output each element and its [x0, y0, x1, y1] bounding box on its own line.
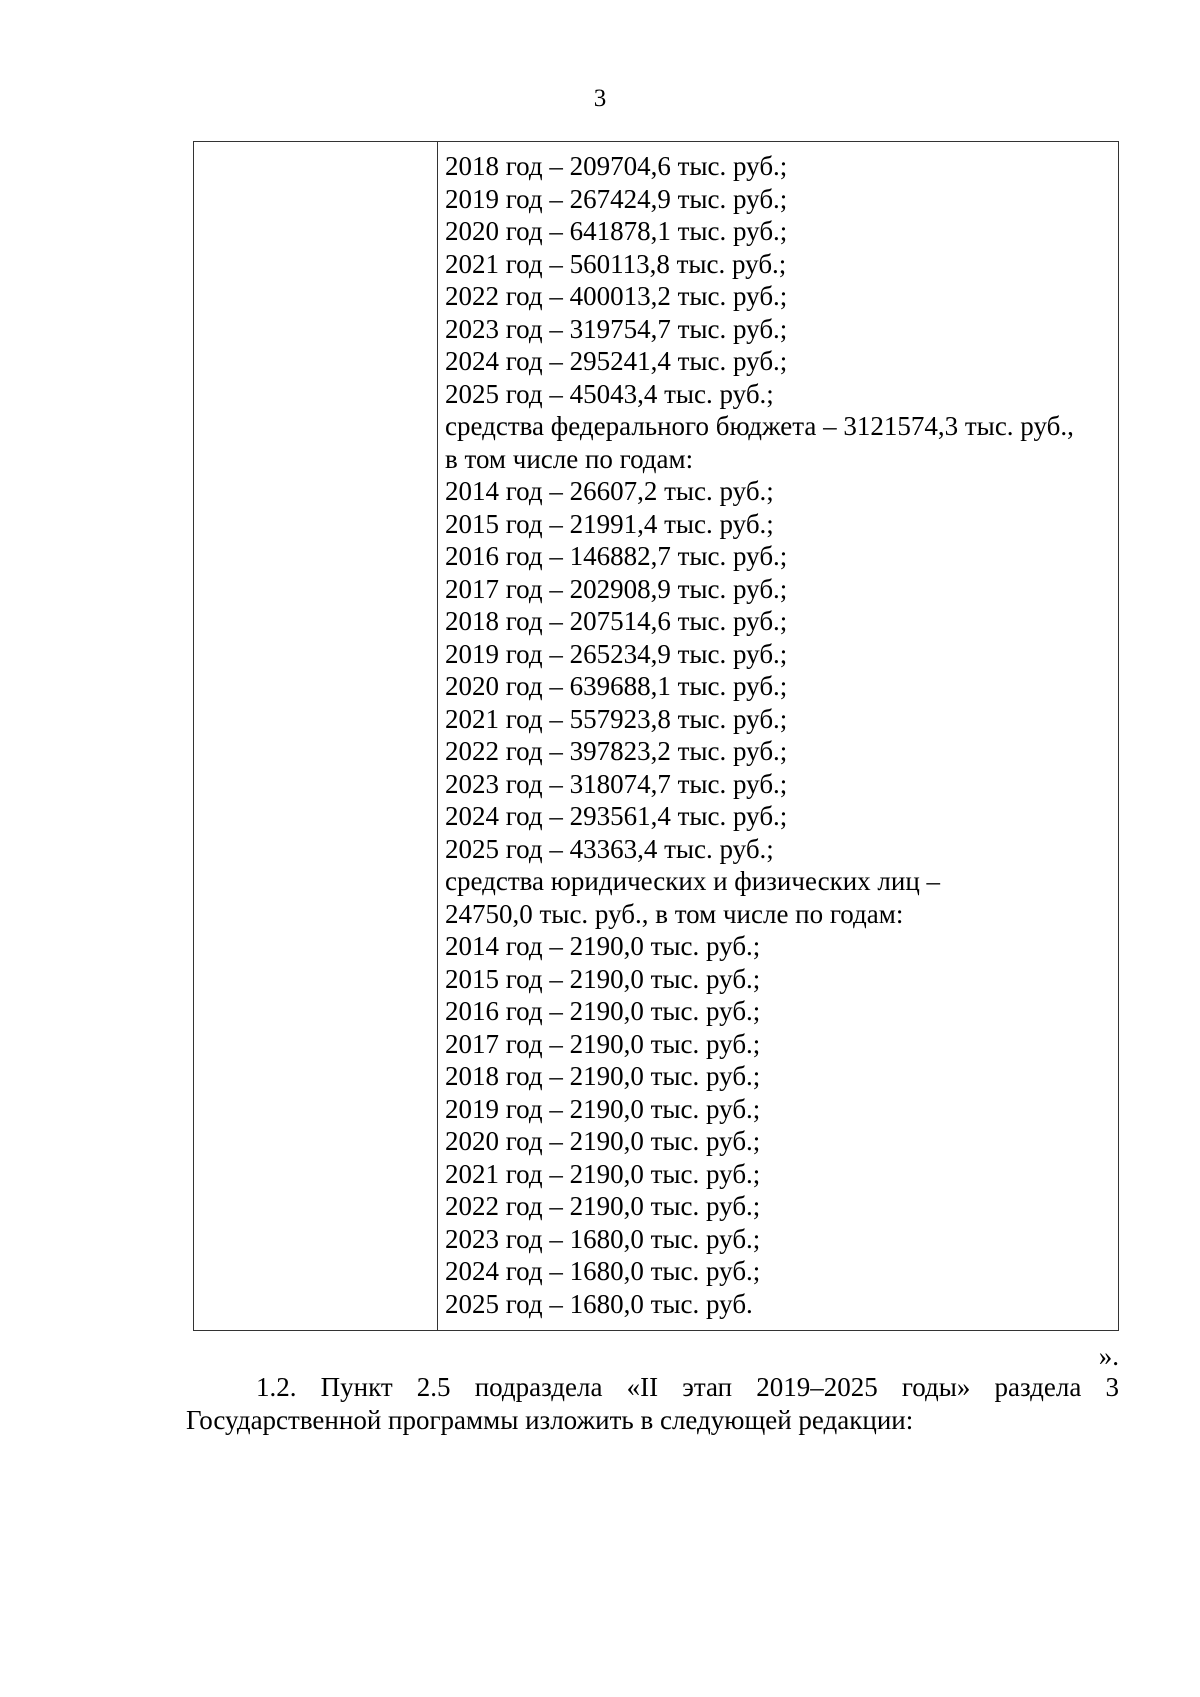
- financing-line: 2015 год – 2190,0 тыс. руб.;: [445, 963, 761, 994]
- financing-line: 2016 год – 2190,0 тыс. руб.;: [445, 996, 761, 1026]
- financing-line: 2017 год – 2190,0 тыс. руб.;: [445, 1028, 761, 1059]
- financing-line: 2017 год – 202908,9 тыс. руб.;: [445, 573, 788, 604]
- federal-budget-by-years-label: в том числе по годам:: [445, 443, 694, 474]
- legal-entities-total-value: 24750,0 тыс. руб., в том числе по годам:: [445, 898, 904, 929]
- paragraph-line-2: Государственной программы изложить в следующей редакции:: [186, 1405, 914, 1435]
- financing-line: 2022 год – 400013,2 тыс. руб.;: [445, 281, 788, 311]
- financing-line: 2019 год – 2190,0 тыс. руб.;: [445, 1093, 761, 1124]
- financing-line: 2015 год – 21991,4 тыс. руб.;: [445, 508, 774, 539]
- federal-budget-total: средства федерального бюджета – 3121574,3 тыс. руб.,: [445, 411, 1074, 441]
- financing-line: 2021 год – 557923,8 тыс. руб.;: [445, 703, 788, 734]
- financing-line: 2018 год – 207514,6 тыс. руб.;: [445, 606, 788, 636]
- page-number: 3: [593, 85, 607, 112]
- financing-line: 2021 год – 560113,8 тыс. руб.;: [445, 248, 787, 279]
- financing-line: 2020 год – 639688,1 тыс. руб.;: [445, 671, 788, 701]
- financing-line: 2024 год – 1680,0 тыс. руб.;: [445, 1256, 761, 1286]
- financing-line: 2023 год – 318074,7 тыс. руб.;: [445, 768, 788, 799]
- financing-line: 2016 год – 146882,7 тыс. руб.;: [445, 541, 788, 571]
- amendment-paragraph: [186, 1371, 1119, 1437]
- table-right-cell: [445, 150, 1115, 1320]
- financing-line: 2014 год – 26607,2 тыс. руб.;: [445, 476, 774, 506]
- financing-line: 2024 год – 295241,4 тыс. руб.;: [445, 346, 788, 376]
- financing-line: 2018 год – 209704,6 тыс. руб.;: [445, 151, 788, 181]
- table-left-cell: [194, 142, 438, 1330]
- closing-quote: ».: [1098, 1341, 1119, 1371]
- financing-line: 2021 год – 2190,0 тыс. руб.;: [445, 1158, 761, 1189]
- financing-line: 2022 год – 2190,0 тыс. руб.;: [445, 1191, 761, 1221]
- paragraph-line-1: 1.2. Пункт 2.5 подраздела «II этап 2019–2025 годы» раздела 3: [256, 1372, 1119, 1402]
- legal-entities-total: средства юридических и физических лиц –: [445, 866, 941, 896]
- financing-line: 2025 год – 45043,4 тыс. руб.;: [445, 378, 774, 409]
- financing-line: 2023 год – 1680,0 тыс. руб.;: [445, 1223, 761, 1254]
- financing-line: 2019 год – 267424,9 тыс. руб.;: [445, 183, 788, 214]
- financing-line: 2019 год – 265234,9 тыс. руб.;: [445, 638, 788, 669]
- financing-line: 2014 год – 2190,0 тыс. руб.;: [445, 931, 761, 961]
- financing-line: 2023 год – 319754,7 тыс. руб.;: [445, 313, 788, 344]
- financing-table: [193, 141, 1119, 1331]
- financing-line: 2022 год – 397823,2 тыс. руб.;: [445, 736, 788, 766]
- financing-line: 2025 год – 43363,4 тыс. руб.;: [445, 833, 774, 864]
- financing-line: 2018 год – 2190,0 тыс. руб.;: [445, 1061, 761, 1091]
- financing-line: 2020 год – 2190,0 тыс. руб.;: [445, 1126, 761, 1156]
- financing-line: 2024 год – 293561,4 тыс. руб.;: [445, 801, 788, 831]
- financing-line: 2025 год – 1680,0 тыс. руб.: [445, 1288, 753, 1319]
- financing-line: 2020 год – 641878,1 тыс. руб.;: [445, 216, 788, 246]
